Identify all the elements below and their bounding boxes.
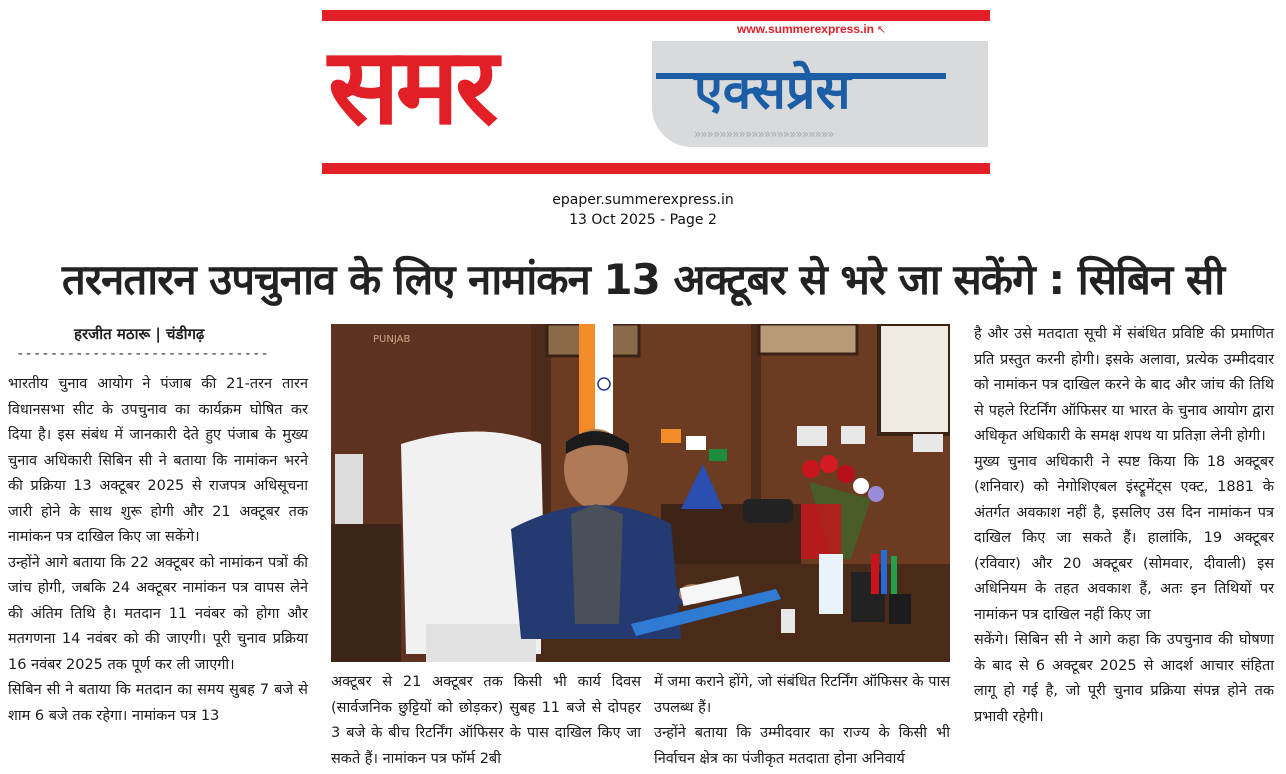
- article-column-3: [654, 670, 950, 772]
- paragraph: सिबिन सी ने बताया कि मतदान का समय सुबह 7 बजे से शाम 6 बजे तक रहेगा। नामांकन पत्र 13: [8, 682, 308, 724]
- article-headline: तरनतारन उपचुनाव के लिए नामांकन 13 अक्टूबर से भरे जा सकेंगे : सिबिन सी: [61, 255, 1225, 304]
- article-column-4: [974, 322, 1274, 730]
- paragraph: भारतीय चुनाव आयोग ने पंजाब की 21-तरन तारन विधानसभा सीट के उपचुनाव का कार्यक्रम घोषित कर दिया है। इस संबंध में जानकारी देते हुए पंजाब के मुख्य चुनाव अधिकारी सिबिन सी ने बताया कि नामांकन भरने की प्रक्रिया 13 अक्टूबर 2025 से राजपत्र अधिसूचना जारी होने के साथ शुरू होगी और 21 अक्टूबर तक नामांकन पत्र दाखिल किए जा सकेंगे।: [8, 376, 308, 545]
- paragraph: उन्होंने बताया कि उम्मीदवार का राज्य के किसी भी निर्वाचन क्षेत्र का पंजीकृत मतदाता होना अनिवार्य: [654, 725, 950, 767]
- article-photo: [331, 324, 950, 662]
- paragraph: अक्टूबर से 21 अक्टूबर तक किसी भी कार्य दिवस (सार्वजनिक छुट्टियों को छोड़कर) सुबह 11 बजे से दोपहर 3 बजे के बीच रिटर्निंग ऑफिसर के पास दाखिल किए जा सकते हैं। नामांकन पत्र फॉर्म 2बी: [331, 674, 641, 767]
- cursor-arrow-icon: ↖: [876, 23, 886, 36]
- masthead-subtitle: एक्सप्रेस: [694, 61, 851, 121]
- masthead-chevron-pattern: »»»»»»»»»»»»»»»»»»»»»»: [694, 127, 834, 141]
- paragraph: में जमा कराने होंगे, जो संबंधित रिटर्निंग ऑफिसर के पास उपलब्ध हैं।: [654, 674, 950, 716]
- paragraph: मुख्य चुनाव अधिकारी ने स्पष्ट किया कि 18 अक्टूबर (शनिवार) को नेगोशिएबल इंस्ट्रूमेंट्स एक्ट, 1881 के अंतर्गत अवकाश नहीं है, इसलिए उस दिन नामांकन पत्र दाखिल किए जा सकते हैं। हालांकि, 19 अक्टूबर (रविवार) और 20 अक्टूबर (सोमवार, दीवाली) इस अधिनियम के तहत अवकाश हैं, अतः इन तिथियों पर नामांकन पत्र दाखिल नहीं किए जा: [974, 453, 1274, 623]
- article-column-2: [331, 670, 641, 772]
- masthead-url[interactable]: www.summerexpress.in: [737, 22, 874, 36]
- official-at-desk-photo: [331, 324, 950, 662]
- paragraph: है और उसे मतदाता सूची में संबंधित प्रविष्टि की प्रमाणित प्रति प्रस्तुत करनी होगी। इसके अलावा, प्रत्येक उम्मीदवार को नामांकन पत्र दाखिल करने के बाद और जांच की तिथि से पहले रिटर्निंग ऑफिसर या भारत के चुनाव आयोग द्वारा अधिकृत अधिकारी के समक्ष शपथ या प्रतिज्ञा लेनी होगी।: [974, 326, 1274, 444]
- svg-text:PUNJAB: PUNJAB: [373, 334, 411, 345]
- paragraph: सकेंगे। सिबिन सी ने आगे कहा कि उपचुनाव की घोषणा के बाद से 6 अक्टूबर 2025 से आदर्श आचार संहिता लागू हो गई है, जो पूरी चुनाव प्रक्रिया संपन्न होने तक प्रभावी रहेगी।: [974, 632, 1274, 725]
- source-date-page: 13 Oct 2025 - Page 2: [569, 212, 717, 228]
- masthead-title: समर: [328, 25, 495, 148]
- paragraph: उन्होंने आगे बताया कि 22 अक्टूबर को नामांकन पत्रों की जांच होगी, जबकि 24 अक्टूबर नामांकन पत्र वापस लेने की अंतिम तिथि है। मतदान 11 नवंबर को होगा और मतगणना 14 नवंबर को की जाएगी। पूरी चुनाव प्रक्रिया 16 नवंबर 2025 तक पूर्ण कर ली जाएगी।: [8, 554, 308, 673]
- masthead-logo: [322, 10, 990, 174]
- article-column-1: [8, 372, 308, 729]
- byline-divider: ------------------------------: [16, 346, 269, 362]
- article-byline: हरजीत मठारू | चंडीगढ़: [74, 325, 205, 343]
- source-site[interactable]: epaper.summerexpress.in: [552, 192, 734, 208]
